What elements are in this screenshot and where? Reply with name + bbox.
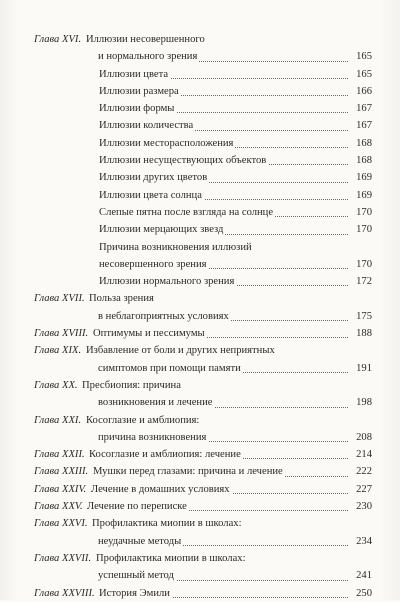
toc-entry-title (98, 394, 350, 411)
toc-entry-title (99, 152, 350, 169)
chapter-label: Глава XXV. (34, 501, 83, 513)
toc-line (34, 31, 372, 48)
chapter-label: Глава XXVI. (34, 518, 88, 530)
chapter-label: Глава XXII. (34, 449, 85, 461)
toc-line (34, 100, 372, 117)
toc-entry-text: Иллюзии размера (99, 85, 179, 97)
toc-entry-text: несовершенного зрения (99, 258, 207, 270)
toc-entry-text: Иллюзии месторасположения (99, 137, 234, 149)
page-number: 166 (356, 85, 372, 97)
page-number: 214 (356, 449, 372, 461)
toc-entry-title (86, 31, 350, 48)
toc-entry-text: Избавление от боли и других неприятных (86, 345, 275, 357)
toc-line (34, 567, 372, 584)
toc-entry-title (89, 290, 350, 307)
toc-entry-title (89, 446, 350, 463)
toc-entry-text: Иллюзии других цветов (99, 172, 208, 184)
toc-line (34, 152, 372, 169)
toc-line (34, 308, 372, 325)
toc-entry-text: Иллюзии цвета (99, 68, 169, 80)
page-number: 208 (356, 431, 372, 443)
page-number: 167 (356, 103, 372, 115)
toc-entry-title (99, 256, 350, 273)
toc-entry-text: неудачные методы (98, 535, 182, 547)
toc-entry-title (98, 533, 350, 550)
toc-entry-title (99, 204, 350, 221)
toc-entry-text: Пресбиопия: причина (82, 379, 181, 391)
page-number: 250 (356, 587, 372, 599)
page-number: 175 (356, 310, 372, 322)
chapter-label: Глава XXIV. (34, 483, 87, 495)
toc-entry-title (99, 239, 350, 256)
toc-line (34, 533, 372, 550)
toc-entry-text: Оптимумы и пессимумы (93, 328, 205, 340)
toc-entry-title (99, 221, 350, 238)
page-number: 170 (356, 206, 372, 218)
chapter-label: Глава XIX. (34, 345, 82, 357)
toc-entry-text: Иллюзии цвета солнца (99, 189, 202, 201)
toc-line (34, 394, 372, 411)
toc-entry-title (98, 360, 350, 377)
toc-line (34, 412, 372, 429)
toc-entry-title (99, 117, 350, 134)
toc-entry-title (99, 585, 350, 602)
toc-entry-text: симптомов при помощи памяти (98, 362, 241, 374)
toc-entry-text: успешный метод (98, 570, 174, 582)
toc-entry-title (98, 567, 350, 584)
toc-entry-title (93, 463, 350, 480)
toc-entry-title (93, 325, 350, 342)
toc-line (34, 239, 372, 256)
toc-entry-title (92, 515, 350, 532)
toc-entry-text: Косоглазие и амблиопия: (86, 414, 200, 426)
toc-entry-title (98, 429, 350, 446)
toc-line (34, 273, 372, 290)
toc-entry-title (98, 48, 350, 65)
toc-entry-title (99, 187, 350, 204)
page-number: 227 (356, 483, 372, 495)
toc-entry-title (99, 66, 350, 83)
toc-entry-text: Польза зрения (89, 293, 154, 305)
chapter-label: Глава XXIII. (34, 466, 89, 478)
chapter-label: Глава XX. (34, 379, 78, 391)
toc-entry-text: Иллюзии формы (99, 103, 175, 115)
page-number: 168 (356, 155, 372, 167)
toc-line (34, 515, 372, 532)
page-number: 165 (356, 68, 372, 80)
toc-entry-text: Лечение по переписке (87, 501, 187, 513)
toc-entry-text: Профилактика миопии в школах: (96, 552, 246, 564)
page-number: 172 (356, 276, 372, 288)
toc-entry-text: Иллюзии нормального зрения (99, 276, 235, 288)
toc-line (34, 342, 372, 359)
chapter-label: Глава XXVIII. (34, 587, 95, 599)
toc-line (34, 498, 372, 515)
toc-line (34, 256, 372, 273)
toc-line (34, 360, 372, 377)
toc-entry-text: причина возникновения (98, 431, 207, 443)
table-of-contents (34, 31, 372, 602)
toc-entry-title (91, 481, 350, 498)
page-number: 168 (356, 137, 372, 149)
toc-entry-title (98, 308, 350, 325)
toc-entry-text: Профилактика миопии в школах: (92, 518, 242, 530)
toc-entry-title (86, 342, 350, 359)
page-number: 222 (356, 466, 372, 478)
toc-entry-title (86, 412, 350, 429)
page-number: 234 (356, 535, 372, 547)
toc-line (34, 135, 372, 152)
chapter-label: Глава XVII. (34, 293, 85, 305)
toc-entry-text: Иллюзии несуществующих объектов (99, 155, 267, 167)
toc-line (34, 290, 372, 307)
page-number: 170 (356, 258, 372, 270)
toc-line (34, 446, 372, 463)
toc-entry-title (99, 273, 350, 290)
toc-line (34, 221, 372, 238)
toc-entry-text: Лечение в домашних условиях (91, 483, 230, 495)
chapter-label: Глава XXI. (34, 414, 82, 426)
toc-entry-text: Причина возникновения иллюзий (99, 241, 252, 253)
toc-entry-text: История Эмили (99, 587, 170, 599)
toc-line (34, 204, 372, 221)
toc-entry-title (99, 169, 350, 186)
toc-line (34, 377, 372, 394)
toc-line (34, 325, 372, 342)
toc-line (34, 463, 372, 480)
page-number: 241 (356, 570, 372, 582)
toc-entry-title (87, 498, 350, 515)
page-number: 198 (356, 397, 372, 409)
toc-entry-text: и нормального зрения (98, 51, 198, 63)
toc-line (34, 169, 372, 186)
toc-entry-title (99, 83, 350, 100)
toc-entry-text: в неблагоприятных условиях (98, 310, 229, 322)
toc-entry-text: Слепые пятна после взгляда на солнце (99, 206, 274, 218)
page-number: 188 (356, 328, 372, 340)
toc-entry-text: Мушки перед глазами: причина и лечение (93, 466, 283, 478)
chapter-label: Глава XVIII. (34, 328, 89, 340)
toc-line (34, 429, 372, 446)
page-number: 169 (356, 189, 372, 201)
toc-entry-title (99, 135, 350, 152)
page-number: 167 (356, 120, 372, 132)
toc-entry-text: возникновения и лечение (98, 397, 213, 409)
toc-entry-text: Иллюзии несовершенного (86, 34, 205, 45)
page-number: 169 (356, 172, 372, 184)
toc-line (34, 585, 372, 602)
toc-line (34, 187, 372, 204)
toc-line (34, 66, 372, 83)
toc-entry-title (99, 100, 350, 117)
toc-entry-title (82, 377, 350, 394)
toc-line (34, 83, 372, 100)
chapter-label: Глава XXVII. (34, 552, 92, 564)
chapter-label: Глава XVI. (34, 34, 82, 45)
page-number: 165 (356, 51, 372, 63)
toc-line (34, 481, 372, 498)
page-number: 191 (356, 362, 372, 374)
toc-line (34, 550, 372, 567)
toc-entry-text: Косоглазие и амблиопия: лечение (89, 449, 241, 461)
page-number: 230 (356, 501, 372, 513)
toc-entry-text: Иллюзии количества (99, 120, 194, 132)
page-number: 170 (356, 224, 372, 236)
toc-line (34, 48, 372, 65)
toc-entry-title (96, 550, 350, 567)
toc-entry-text: Иллюзии мерцающих звезд (99, 224, 224, 236)
toc-line (34, 117, 372, 134)
